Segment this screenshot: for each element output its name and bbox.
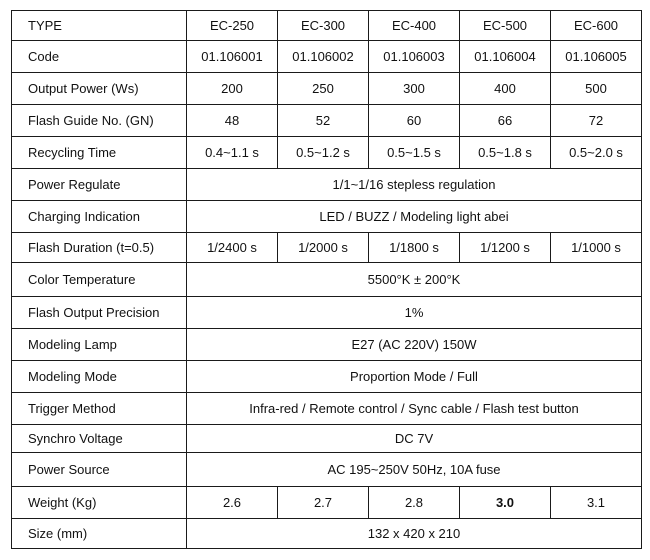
cell-value: 2.8: [369, 487, 460, 519]
row-output-precision: [12, 297, 642, 329]
merged-cell-value: AC 195~250V 50Hz, 10A fuse: [187, 453, 642, 487]
cell-value: 01.106002: [278, 41, 369, 73]
row-label: Flash Duration (t=0.5): [12, 233, 187, 263]
row-guide-no: [12, 105, 642, 137]
row-color-temperature: [12, 263, 642, 297]
row-label: Weight (Kg): [12, 487, 187, 519]
row-synchro-voltage: [12, 425, 642, 453]
row-label: Modeling Mode: [12, 361, 187, 393]
merged-cell-value: LED / BUZZ / Modeling light abei: [187, 201, 642, 233]
cell-value: 01.106004: [460, 41, 551, 73]
cell-value: 72: [551, 105, 642, 137]
spec-table-container: [11, 10, 642, 549]
merged-cell-value: 5500°K ± 200°K: [187, 263, 642, 297]
cell-value: 0.5~1.2 s: [278, 137, 369, 169]
row-output-power: [12, 73, 642, 105]
row-power-regulate: [12, 169, 642, 201]
row-label: Output Power (Ws): [12, 73, 187, 105]
cell-value: 0.5~1.8 s: [460, 137, 551, 169]
row-flash-duration: [12, 233, 642, 263]
cell-value: 400: [460, 73, 551, 105]
header-model: EC-500: [460, 11, 551, 41]
row-label: Power Source: [12, 453, 187, 487]
cell-value: 66: [460, 105, 551, 137]
row-recycling-time: [12, 137, 642, 169]
row-code: [12, 41, 642, 73]
row-label: Code: [12, 41, 187, 73]
header-model: EC-400: [369, 11, 460, 41]
cell-value: 2.7: [278, 487, 369, 519]
row-label: Recycling Time: [12, 137, 187, 169]
merged-cell-value: Proportion Mode / Full: [187, 361, 642, 393]
row-label: Color Temperature: [12, 263, 187, 297]
header-type-label: TYPE: [12, 11, 187, 41]
row-label: Flash Guide No. (GN): [12, 105, 187, 137]
cell-value: 0.5~1.5 s: [369, 137, 460, 169]
row-size: [12, 519, 642, 549]
cell-value: 01.106003: [369, 41, 460, 73]
cell-value: 1/1200 s: [460, 233, 551, 263]
cell-value: 200: [187, 73, 278, 105]
cell-value: 2.6: [187, 487, 278, 519]
cell-value: 1/2400 s: [187, 233, 278, 263]
merged-cell-value: Infra-red / Remote control / Sync cable / Flash test button: [187, 393, 642, 425]
cell-value: 250: [278, 73, 369, 105]
row-modeling-mode: [12, 361, 642, 393]
row-weight: [12, 487, 642, 519]
spec-table: [11, 10, 642, 549]
cell-value-highlighted: 3.0: [460, 487, 551, 519]
row-modeling-lamp: [12, 329, 642, 361]
merged-cell-value: 1%: [187, 297, 642, 329]
row-label: Trigger Method: [12, 393, 187, 425]
cell-value: 300: [369, 73, 460, 105]
cell-value: 1/1800 s: [369, 233, 460, 263]
row-label: Size (mm): [12, 519, 187, 549]
cell-value: 01.106005: [551, 41, 642, 73]
merged-cell-value: 1/1~1/16 stepless regulation: [187, 169, 642, 201]
header-model: EC-300: [278, 11, 369, 41]
header-model: EC-600: [551, 11, 642, 41]
merged-cell-value: DC 7V: [187, 425, 642, 453]
row-power-source: [12, 453, 642, 487]
merged-cell-value: E27 (AC 220V) 150W: [187, 329, 642, 361]
row-label: Charging Indication: [12, 201, 187, 233]
cell-value: 1/2000 s: [278, 233, 369, 263]
cell-value: 0.5~2.0 s: [551, 137, 642, 169]
cell-value: 52: [278, 105, 369, 137]
cell-value: 0.4~1.1 s: [187, 137, 278, 169]
cell-value: 48: [187, 105, 278, 137]
cell-value: 01.106001: [187, 41, 278, 73]
cell-value: 1/1000 s: [551, 233, 642, 263]
row-label: Synchro Voltage: [12, 425, 187, 453]
merged-cell-value: 132 x 420 x 210: [187, 519, 642, 549]
row-charging-indication: [12, 201, 642, 233]
cell-value: 3.1: [551, 487, 642, 519]
row-label: Power Regulate: [12, 169, 187, 201]
row-label: Modeling Lamp: [12, 329, 187, 361]
cell-value: 60: [369, 105, 460, 137]
cell-value: 500: [551, 73, 642, 105]
header-row: [12, 11, 642, 41]
header-model: EC-250: [187, 11, 278, 41]
row-label: Flash Output Precision: [12, 297, 187, 329]
row-trigger-method: [12, 393, 642, 425]
